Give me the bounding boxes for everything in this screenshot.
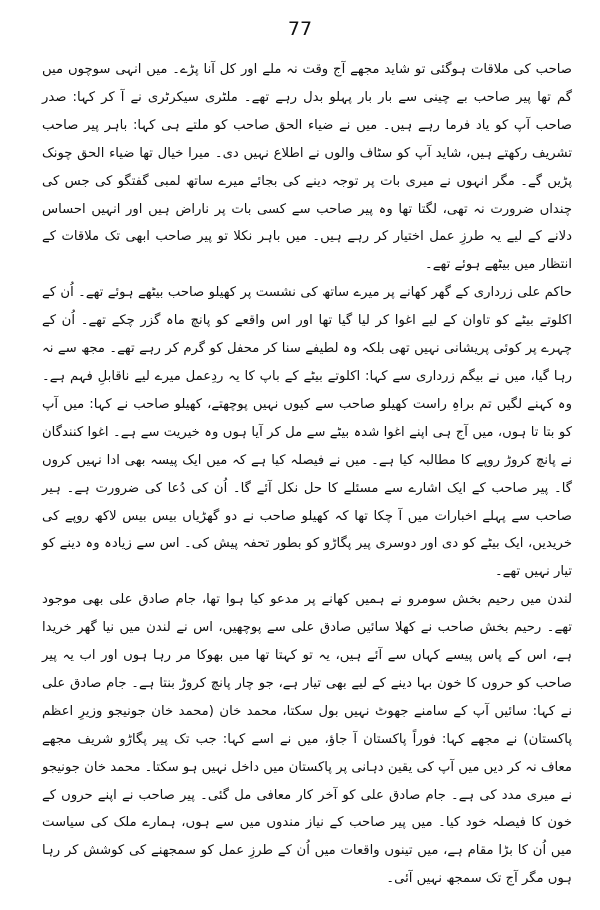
page-number: 77 bbox=[287, 18, 313, 40]
body-text bbox=[42, 56, 572, 893]
paragraph-2: حاکم علی زرداری کے گھر کھانے پر میرے ساتھ کی نشست پر کھیلو صاحب بیٹھے ہوئے تھے۔ اُن کے اکلوتے بیٹے کو تاوان کے لیے اغوا کر لیا گیا تھا اور اس واقعے کو پانچ ماہ گزر چکے تھے۔ اُن کے چہرے پر کوئی پریشانی نہیں تھی بلکہ وہ لطیفے سنا کر محفل کو گرم کر رہے تھے۔ مجھ سے نہ رہا گیا، میں نے بیگم زرداری سے کہا: اکلوتے بیٹے کے باپ کا یہ ردِعمل میرے لیے ناقابلِ فہم ہے۔ وہ کہنے لگیں تم براہِ راست کھیلو صاحب سے کیوں نہیں پوچھتے، کھیلو صاحب نے کہا: میں آپ کو بتا تا ہوں، میں آج ہی اپنے اغوا شدہ بیٹے سے مل کر آیا ہوں وہ خیریت سے ہے۔ اغوا کنندگان نے پانچ کروڑ روپے کا مطالبہ کیا ہے۔ میں نے فیصلہ کیا ہے کہ میں ایک پیسہ بھی ادا نہیں کروں گا۔ پیر صاحب کے ایک اشارے سے مسئلے کا حل نکل آئے گا۔ اُن کی دُعا کی ضرورت ہے۔ ہیر صاحب سے پہلے اخبارات میں آ چکا تھا کہ کھیلو صاحب نے دو گھڑیاں بیس بیس لاکھ روپے کی خریدیں، ایک بیٹے کو دی اور دوسری پیر پگاڑو کو بطور تحفہ پیش کی۔ اس سے زیادہ وہ دینے کو تیار نہیں تھے۔ bbox=[42, 285, 572, 580]
paragraph-3: لندن میں رحیم بخش سومرو نے ہمیں کھانے پر مدعو کیا ہوا تھا، جام صادق علی بھی موجود تھے۔ رحیم بخش صاحب نے کھلا سائیں صادق علی سے پوچھیں، اس نے لندن میں نیا گھر خریدا ہے، اس کے پاس پیسے کہاں سے آئے ہیں، یہ تو کہتا تھا میں بھوکا مر رہا ہوں اور اب یہ پیر صاحب کو حروں کا خون بہا دینے کے لیے بھی تیار ہے، جو چار پانچ کروڑ بنتا ہے۔ جام صادق علی نے کہا: سائیں آپ کے سامنے جھوٹ نہیں بول سکتا، محمد خان (محمد خان جونیجو وزیرِ اعظم پاکستان) نے مجھے کہا: فوراً پاکستان آ جاؤ، میں نے اسے کہا: جب تک پیر پگاڑو شریف مجھے معاف نہ کر دیں میں آپ کی یقین دہانی پر پاکستان میں داخل نہیں ہو سکتا۔ محمد خان جونیجو نے میری مدد کی ہے۔ جام صادق علی کو آخر کار معافی مل گئی۔ پیر صاحب نے اپنے حروں کے خون کا فیصلہ خود کیا۔ میں پیر صاحب کے نیاز مندوں میں سے ہوں، ہمارے ملک کی سیاست میں اُن کا بڑا مقام ہے، میں تینوں واقعات میں اُن کے طرزِ عمل کو سمجھنے کی کوشش کر رہا ہوں مگر آج تک سمجھ نہیں آئی۔ bbox=[42, 592, 572, 887]
paragraph-1: صاحب کی ملاقات ہوگئی تو شاید مجھے آج وقت نہ ملے اور کل آنا پڑے۔ میں انہی سوچوں میں گم تھا پیر صاحب بے چینی سے بار بار پہلو بدل رہے تھے۔ ملٹری سیکرٹری نے آ کر کہا: صدر صاحب آپ کو یاد فرما رہے ہیں۔ میں نے ضیاء الحق صاحب کو ملتے ہی کہا: باہر پیر صاحب تشریف رکھتے ہیں، شاید آپ کو سٹاف والوں نے اطلاع نہیں دی۔ میرا خیال تھا ضیاء الحق چونک پڑیں گے۔ مگر انہوں نے میری بات پر توجہ دینے کی بجائے میرے ساتھ لمبی گفتگو کی جس کی چنداں ضرورت نہ تھی، لگتا تھا وہ پیر صاحب سے کسی بات پر ناراض ہیں اور انہیں احساس دلانے کے لیے یہ طرزِ عمل اختیار کر رہے ہیں۔ میں باہر نکلا تو پیر صاحب ابھی تک ملاقات کے انتظار میں بیٹھے ہوئے تھے۔ bbox=[42, 62, 572, 273]
